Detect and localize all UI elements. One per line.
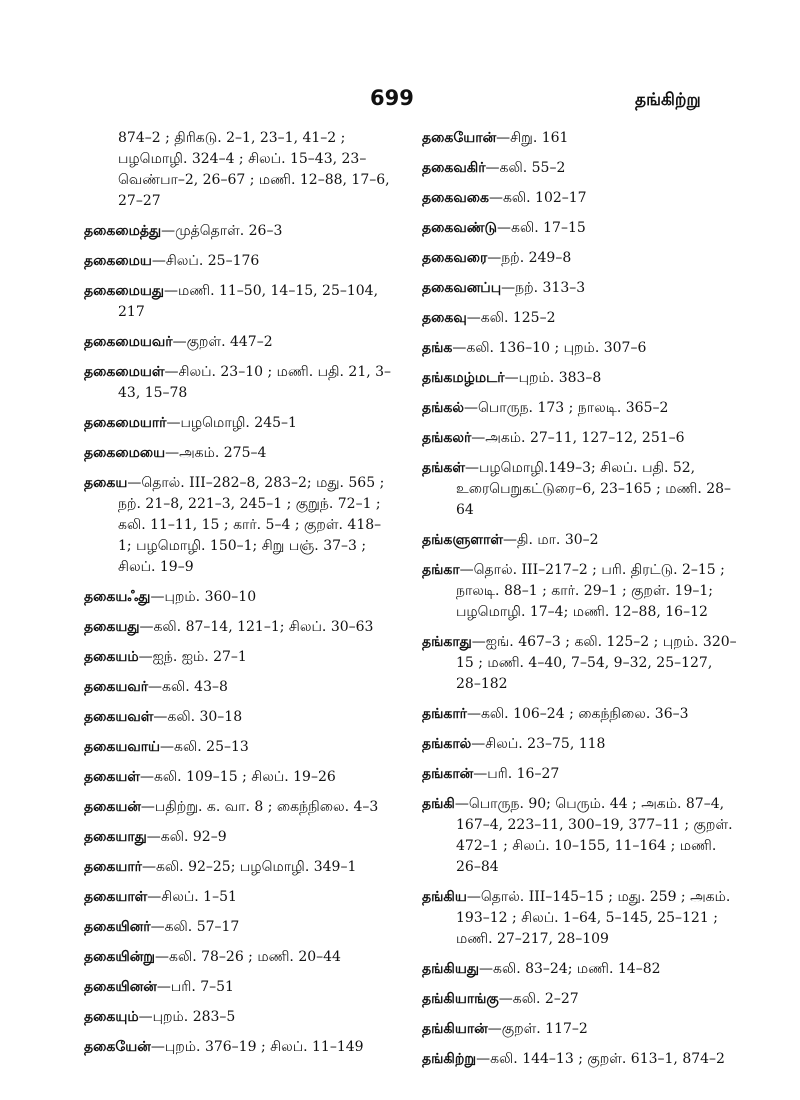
entry-references: —சிலப். 1–51	[147, 889, 237, 905]
index-entry	[422, 458, 738, 521]
entry-headword: தகைவரை	[422, 250, 488, 266]
entry-headword: தகையேன்	[84, 1039, 151, 1055]
entry-headword: தகையவள்	[84, 709, 154, 725]
entry-headword: தகையது	[84, 619, 140, 635]
index-entry	[84, 587, 392, 608]
entry-references: —அகம். 27–11, 127–12, 251–6	[471, 430, 685, 446]
entry-references: —பதிற்று. க. வா. 8 ; கைந்நிலை. 4–3	[140, 799, 379, 815]
entry-headword: தகையாள்	[84, 889, 148, 905]
index-entry	[84, 977, 392, 998]
index-entry	[84, 1007, 392, 1028]
entry-headword: தகையன்	[84, 799, 141, 815]
index-entry	[422, 1019, 738, 1040]
entry-references: —கலி. 78–26 ; மணி. 20–44	[154, 949, 341, 965]
entry-headword: தகைவனப்பு	[422, 280, 502, 296]
entry-references: —கலி. 87–14, 121–1; சிலப். 30–63	[139, 619, 374, 635]
index-entry	[422, 188, 738, 209]
entry-references: —பழமொழி.149–3; சிலப். பதி. 52, உரைபெறுகட்டுரை–6, 23–165 ; மணி. 28–64	[456, 460, 732, 518]
entry-references: —புறம். 283–5	[138, 1009, 236, 1025]
entry-headword: தகையோன்	[422, 130, 497, 146]
entry-headword: தங்கான்	[422, 766, 474, 782]
index-entry	[422, 158, 738, 179]
index-entry	[84, 887, 392, 908]
entry-references: —பரி. 16–27	[473, 766, 560, 782]
entry-headword: தகையினர்	[84, 919, 151, 935]
index-entry	[84, 767, 392, 788]
entry-references: —பொருந. 90; பெரும். 44 ; அகம். 87–4, 167–4, 223–11, 300–19, 377–11 ; குறள். 472–1 ; சிலப். 10–155, 11–164 ; மணி. 26–84	[454, 796, 733, 875]
index-entry	[84, 281, 392, 323]
entry-references: —கலி. 83–24; மணி. 14–82	[479, 961, 661, 977]
index-entry	[422, 128, 738, 149]
entry-references: —புறம். 383–8	[504, 370, 602, 386]
entry-references: —பொருந. 173 ; நாலடி. 365–2	[463, 400, 669, 416]
index-entry	[422, 368, 738, 389]
entry-headword: தங்கா	[422, 562, 460, 578]
index-entry	[84, 827, 392, 848]
index-entry	[422, 632, 738, 695]
index-entry	[422, 989, 738, 1010]
entry-references: —குறள். 447–2	[172, 334, 273, 350]
entry-headword: தங்காது	[422, 634, 472, 650]
index-entry	[84, 947, 392, 968]
right-column	[422, 128, 738, 1079]
entry-references: —புறம். 360–10	[150, 589, 257, 605]
entry-headword: தகைவண்டு	[422, 220, 498, 236]
entry-headword: தகைவகிர்	[422, 160, 486, 176]
index-entry	[422, 338, 738, 359]
entry-headword: தகையவாய்	[84, 739, 161, 755]
index-entry	[422, 734, 738, 755]
entry-references: —கலி. 144–13 ; குறள். 613–1, 874–2	[476, 1051, 725, 1067]
entry-headword: தங்கிய	[422, 889, 467, 905]
index-entry	[84, 413, 392, 434]
index-entry	[84, 473, 392, 578]
index-entry	[422, 959, 738, 980]
page-number: 699	[370, 86, 414, 110]
index-entry	[422, 278, 738, 299]
entry-references: —தொல். III–145–15 ; மது. 259 ; அகம். 193–12 ; சிலப். 1–64, 5–145, 25–121 ; மணி. 27–217, 28–109	[456, 889, 731, 947]
index-entry	[84, 677, 392, 698]
index-entry	[422, 560, 738, 623]
index-entry	[84, 362, 392, 404]
entry-references: —மணி. 11–50, 14–15, 25–104, 217	[118, 283, 379, 320]
left-column	[84, 128, 392, 1067]
entry-headword: தகைவு	[422, 310, 467, 326]
index-entry	[84, 251, 392, 272]
index-entry	[422, 704, 738, 725]
index-entry	[84, 128, 392, 212]
entry-headword: தங்கியது	[422, 961, 479, 977]
entry-references: —புறம். 376–19 ; சிலப். 11–149	[150, 1039, 364, 1055]
entry-headword: தங்கி	[422, 796, 455, 812]
entry-references: —தொல். III–217–2 ; பரி. திரட்டு. 2–15 ; நாலடி. 88–1 ; கார். 29–1 ; குறள். 19–1; பழமொழி. 17–4; மணி. 12–88, 16–12	[456, 562, 725, 620]
entry-references: —கலி. 2–27	[498, 991, 579, 1007]
entry-references: —கலி. 92–9	[146, 829, 227, 845]
entry-headword: தகையாது	[84, 829, 147, 845]
entry-references: —கலி. 92–25; பழமொழி. 349–1	[141, 859, 357, 875]
entry-headword: தங்கலர்	[422, 430, 472, 446]
entry-references: —கலி. 109–15 ; சிலப். 19–26	[139, 769, 336, 785]
index-entry	[422, 398, 738, 419]
index-entry	[84, 617, 392, 638]
entry-headword: தகையம்	[84, 649, 139, 665]
entry-headword: தகைய	[84, 475, 128, 491]
entry-references: —கலி. 25–13	[160, 739, 249, 755]
entry-headword: தகைமையை	[84, 445, 166, 461]
index-entry	[422, 1049, 738, 1070]
index-entry	[84, 737, 392, 758]
index-entry	[84, 707, 392, 728]
entry-references: —கலி. 125–2	[466, 310, 556, 326]
entry-references: —கலி. 102–17	[488, 190, 587, 206]
entry-headword: தங்களுளாள்	[422, 532, 503, 548]
entry-headword: தங்கார்	[422, 706, 467, 722]
running-head: தங்கிற்று	[635, 90, 701, 110]
entry-references: —கலி. 106–24 ; கைந்நிலை. 36–3	[466, 706, 689, 722]
entry-headword: தகையின்று	[84, 949, 155, 965]
entry-references: —சிலப். 23–10 ; மணி. பதி. 21, 3–43, 15–78	[118, 364, 392, 401]
index-entry	[84, 332, 392, 353]
entry-references: 874–2 ; திரிகடு. 2–1, 23–1, 41–2 ; பழமொழி. 324–4 ; சிலப். 15–43, 23–வெண்பா–2, 26–67 ; மணி. 12–88, 17–6, 27–27	[118, 130, 390, 209]
entry-headword: தங்கால்	[422, 736, 472, 752]
entry-headword: தகையவர்	[84, 679, 149, 695]
entry-references: —சிறு. 161	[496, 130, 569, 146]
entry-headword: தகையள்	[84, 769, 140, 785]
entry-references: —சிலப். 25–176	[151, 253, 260, 269]
index-entry	[422, 248, 738, 269]
entry-references: —நற். 313–3	[501, 280, 586, 296]
entry-headword: தகையினன்	[84, 979, 157, 995]
entry-headword: தகைமையள்	[84, 364, 165, 380]
entry-references: —கலி. 30–18	[153, 709, 243, 725]
index-entry	[422, 218, 738, 239]
entry-references: —பழமொழி. 245–1	[166, 415, 297, 431]
entry-headword: தங்கிற்று	[422, 1051, 477, 1067]
index-entry	[422, 794, 738, 878]
entry-headword: தங்கியாங்கு	[422, 991, 499, 1007]
entry-headword: தங்கள்	[422, 460, 465, 476]
index-entry	[422, 530, 738, 551]
entry-references: —ஐந். ஐம். 27–1	[138, 649, 247, 665]
entry-headword: தகைமையார்	[84, 415, 167, 431]
index-entry	[422, 308, 738, 329]
entry-headword: தகைமையவர்	[84, 334, 173, 350]
index-entry	[84, 917, 392, 938]
entry-headword: தங்கியான்	[422, 1021, 488, 1037]
entry-headword: தகைமைய	[84, 253, 152, 269]
entry-references: —குறள். 117–2	[487, 1021, 588, 1037]
entry-references: —முத்தொள். 26–3	[161, 223, 283, 239]
entry-references: —கலி. 57–17	[150, 919, 240, 935]
index-entry	[84, 797, 392, 818]
entry-references: —ஐங். 467–3 ; கலி. 125–2 ; புறம். 320–15 ; மணி. 4–40, 7–54, 9–32, 25–127, 28–182	[456, 634, 737, 692]
entry-headword: தங்கமழ்மடர்	[422, 370, 505, 386]
index-entry	[422, 764, 738, 785]
index-entry	[422, 887, 738, 950]
entry-headword: தங்க	[422, 340, 453, 356]
index-entry	[84, 221, 392, 242]
entry-references: —பரி. 7–51	[156, 979, 234, 995]
entry-headword: தகையஃது	[84, 589, 151, 605]
entry-references: —தொல். III–282–8, 283–2; மது. 565 ; நற். 21–8, 221–3, 245–1 ; குறுந். 72–1 ; கலி. 11–11, 15 ; கார். 5–4 ; குறள். 418–1; பழமொழி. 150–1; சிறு பஞ். 37–3 ; சிலப். 19–9	[118, 475, 385, 575]
entry-references: —கலி. 55–2	[485, 160, 566, 176]
index-entry	[84, 1037, 392, 1058]
entry-headword: தகைமைத்து	[84, 223, 162, 239]
entry-references: —தி. மா. 30–2	[502, 532, 599, 548]
index-entry	[84, 443, 392, 464]
entry-references: —அகம். 275–4	[165, 445, 267, 461]
entry-headword: தங்கல்	[422, 400, 464, 416]
entry-headword: தகையும்	[84, 1009, 139, 1025]
entry-headword: தகைவகை	[422, 190, 489, 206]
entry-references: —கலி. 136–10 ; புறம். 307–6	[452, 340, 647, 356]
index-entry	[84, 647, 392, 668]
entry-references: —நற். 249–8	[487, 250, 572, 266]
entry-references: —கலி. 17–15	[497, 220, 586, 236]
entry-references: —கலி. 43–8	[148, 679, 228, 695]
entry-headword: தகையார்	[84, 859, 142, 875]
entry-references: —சிலப். 23–75, 118	[471, 736, 606, 752]
entry-headword: தகைமையது	[84, 283, 164, 299]
index-entry	[422, 428, 738, 449]
index-entry	[84, 857, 392, 878]
